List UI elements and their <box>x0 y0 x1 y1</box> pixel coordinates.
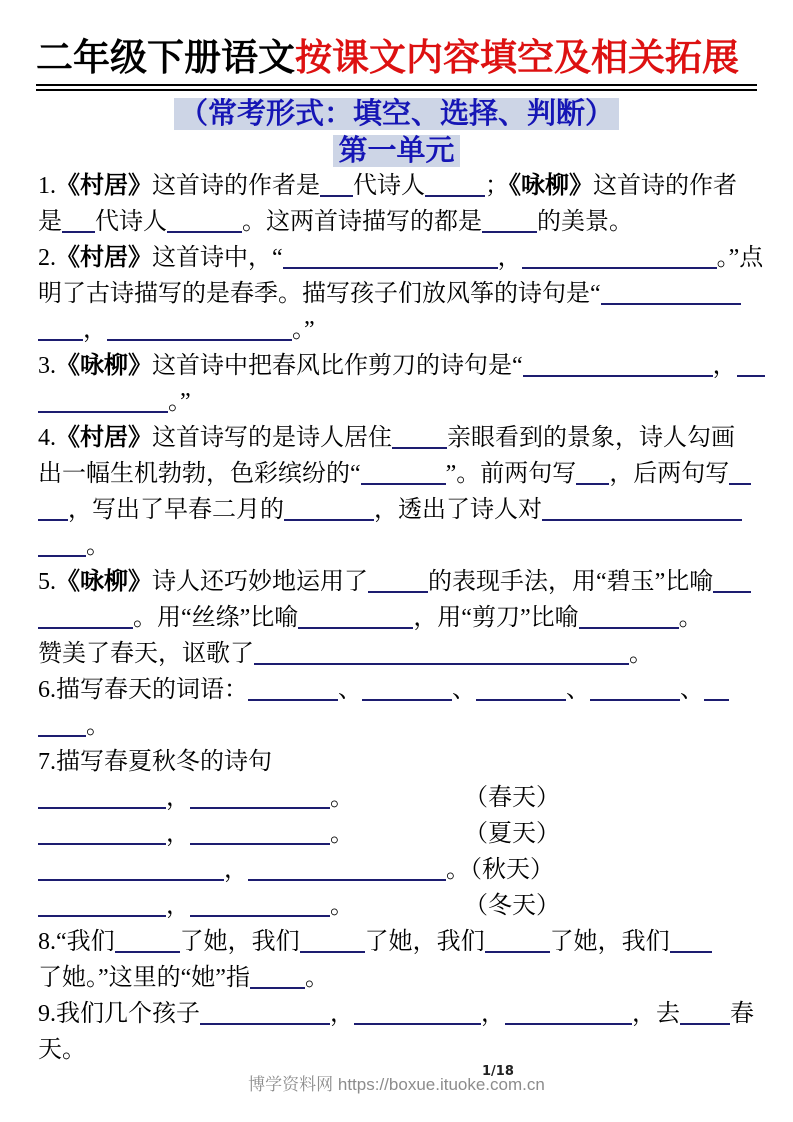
text-line <box>38 708 788 744</box>
text-run: ， <box>497 245 522 271</box>
blank-line <box>729 459 751 485</box>
blank-line <box>115 927 180 953</box>
text-line <box>38 996 788 1032</box>
blank-line <box>505 999 632 1025</box>
text-line <box>38 888 788 924</box>
text-run: ，用“剪刀”比喻 <box>413 605 579 631</box>
text-run: 了她。”这里的“她”指 <box>38 965 250 991</box>
text-run: 天。 <box>38 1037 86 1063</box>
blank-line <box>107 315 292 341</box>
text-run: 。 <box>86 713 110 739</box>
blank-line <box>248 855 446 881</box>
text-run: 。 <box>330 785 354 811</box>
book-title: 《村居》 <box>56 173 152 199</box>
spacer <box>354 912 464 913</box>
blank-line <box>38 603 133 629</box>
text-run: ， <box>166 893 190 919</box>
page-indicator: 1/18 <box>482 1064 514 1079</box>
blank-line <box>248 675 338 701</box>
blank-line <box>38 783 166 809</box>
text-run: 。 <box>330 893 354 919</box>
text-line <box>38 168 788 204</box>
spacer <box>354 840 464 841</box>
text-line <box>38 672 788 708</box>
text-run: 了她，我们 <box>179 929 300 955</box>
blank-line <box>190 891 330 917</box>
blank-line <box>542 495 742 521</box>
blank-line <box>283 243 498 269</box>
text-run: ， <box>166 785 190 811</box>
blank-line <box>425 171 485 197</box>
blank-line <box>579 603 679 629</box>
text-line <box>38 780 788 816</box>
text-run: 的美景。 <box>537 209 633 235</box>
text-run: 。” <box>168 389 191 415</box>
text-run: 春 <box>730 1001 754 1027</box>
text-run: 。 <box>304 965 329 991</box>
section-title-unit-1 <box>36 133 757 169</box>
text-run: 了她，我们 <box>364 929 485 955</box>
text-run: ， <box>712 353 737 379</box>
text-run: 。 <box>330 821 354 847</box>
text-run: 8.“我们 <box>38 929 115 955</box>
blank-line <box>38 711 86 737</box>
text-run: 代诗人 <box>95 209 167 235</box>
text-line <box>38 456 788 492</box>
text-run: 。这两首诗描写的都是 <box>242 209 482 235</box>
text-line <box>38 744 788 780</box>
text-run: 3. <box>38 353 56 379</box>
text-run: ，透出了诗人对 <box>374 497 542 523</box>
blank-line <box>254 639 629 665</box>
text-run: 6.描写春天的词语： <box>38 677 248 703</box>
text-run: 赞美了春天，讴歌了 <box>38 641 254 667</box>
text-line <box>38 1032 788 1068</box>
text-run: 出一幅生机勃勃，色彩缤纷的“ <box>38 461 361 487</box>
text-run: 、 <box>452 677 476 703</box>
text-line <box>38 852 788 888</box>
text-line <box>38 276 788 312</box>
text-run: 诗人还巧妙地运用了 <box>152 569 368 595</box>
text-run: ”。前两句写 <box>445 461 577 487</box>
page-header <box>36 36 757 169</box>
text-line <box>38 816 788 852</box>
blank-line <box>38 387 168 413</box>
book-title: 《咏柳》 <box>56 353 152 379</box>
blank-line <box>522 243 717 269</box>
text-run: ； <box>485 173 509 199</box>
text-line <box>38 240 788 276</box>
blank-line <box>190 783 330 809</box>
blank-line <box>38 315 83 341</box>
text-run: 2. <box>38 245 56 271</box>
blank-line <box>601 279 741 305</box>
spacer <box>354 804 464 805</box>
text-run: 9.我们几个孩子 <box>38 1001 200 1027</box>
text-run: （夏天） <box>464 821 560 847</box>
blank-line <box>485 927 550 953</box>
text-line <box>38 600 788 636</box>
blank-line <box>38 891 166 917</box>
book-title: 《村居》 <box>56 245 152 271</box>
page-title <box>36 36 757 91</box>
text-run: 、 <box>338 677 362 703</box>
blank-line <box>392 423 447 449</box>
blank-line <box>670 927 712 953</box>
blank-line <box>361 459 446 485</box>
text-run: 1. <box>38 173 56 199</box>
blank-line <box>62 207 95 233</box>
subtitle-exam-forms <box>36 95 757 133</box>
text-run: ， <box>83 317 107 343</box>
book-title: 《村居》 <box>56 425 152 451</box>
blank-line <box>680 999 730 1025</box>
blank-line <box>38 819 166 845</box>
text-line <box>38 420 788 456</box>
text-run: ，写出了早春二月的 <box>68 497 284 523</box>
text-run: （春天） <box>464 785 560 811</box>
text-run: 。”点 <box>716 245 764 271</box>
blank-line <box>298 603 413 629</box>
text-run: （冬天） <box>464 893 560 919</box>
blank-line <box>250 963 305 989</box>
text-line <box>38 348 788 384</box>
text-run: 。 <box>629 641 653 667</box>
text-run: 7.描写春夏秋冬的诗句 <box>38 749 272 775</box>
blank-line <box>200 999 330 1025</box>
blank-line <box>167 207 242 233</box>
section-highlight: 第一单元 <box>333 135 459 167</box>
text-run: ，后两句写 <box>609 461 730 487</box>
blank-line <box>482 207 537 233</box>
text-run: 、 <box>566 677 590 703</box>
page-title-red: 按课文内容填空及相关拓展 <box>295 38 739 79</box>
text-run: 。 <box>678 605 703 631</box>
text-run: 这首诗的作者是 <box>152 173 320 199</box>
text-run: 这首诗中把春风比作剪刀的诗句是“ <box>152 353 523 379</box>
blank-line <box>284 495 374 521</box>
text-run: 亲眼看到的景象，诗人勾画 <box>447 425 735 451</box>
blank-line <box>38 495 68 521</box>
text-run: 4. <box>38 425 56 451</box>
blank-line <box>320 171 353 197</box>
worksheet-body <box>38 168 788 1068</box>
text-line <box>38 528 788 564</box>
blank-line <box>368 567 428 593</box>
text-line <box>38 384 788 420</box>
blank-line <box>590 675 680 701</box>
blank-line <box>713 567 751 593</box>
book-title: 《咏柳》 <box>509 173 593 199</box>
subtitle-highlight: （常考形式：填空、选择、判断） <box>174 98 619 130</box>
blank-line <box>38 855 224 881</box>
blank-line <box>38 531 86 557</box>
text-run: ， <box>224 857 248 883</box>
blank-line <box>476 675 566 701</box>
text-run: ，去 <box>632 1001 680 1027</box>
text-run: 这首诗中，“ <box>152 245 283 271</box>
text-run: ， <box>330 1001 354 1027</box>
text-line <box>38 204 788 240</box>
text-line <box>38 564 788 600</box>
page-title-black: 二年级下册语文 <box>36 38 295 79</box>
text-line <box>38 312 788 348</box>
blank-line <box>362 675 452 701</box>
text-run: ， <box>166 821 190 847</box>
text-run: ， <box>481 1001 505 1027</box>
footer-site-url: 博学资料网 https://boxue.ituoke.com.cn <box>248 1075 545 1094</box>
blank-line <box>737 351 765 377</box>
book-title: 《咏柳》 <box>56 569 152 595</box>
text-run: 。” <box>292 317 315 343</box>
blank-line <box>300 927 365 953</box>
blank-line <box>523 351 713 377</box>
text-run: 。 <box>86 533 110 559</box>
text-run: 这首诗写的是诗人居住 <box>152 425 392 451</box>
text-line <box>38 492 788 528</box>
text-run: 是 <box>38 209 62 235</box>
text-run: 。用“丝绦”比喻 <box>133 605 299 631</box>
text-run: 、 <box>680 677 704 703</box>
blank-line <box>190 819 330 845</box>
text-run: 明了古诗描写的是春季。描写孩子们放风筝的诗句是“ <box>38 281 601 307</box>
text-run: 的表现手法，用“碧玉”比喻 <box>428 569 714 595</box>
blank-line <box>704 675 729 701</box>
text-run: 。（秋天） <box>446 857 554 883</box>
text-line <box>38 924 788 960</box>
text-line <box>38 960 788 996</box>
blank-line <box>576 459 609 485</box>
text-run: 了她，我们 <box>549 929 670 955</box>
text-run: 这首诗的作者 <box>593 173 737 199</box>
text-run: 代诗人 <box>353 173 425 199</box>
text-line <box>38 636 788 672</box>
blank-line <box>354 999 481 1025</box>
text-run: 5. <box>38 569 56 595</box>
